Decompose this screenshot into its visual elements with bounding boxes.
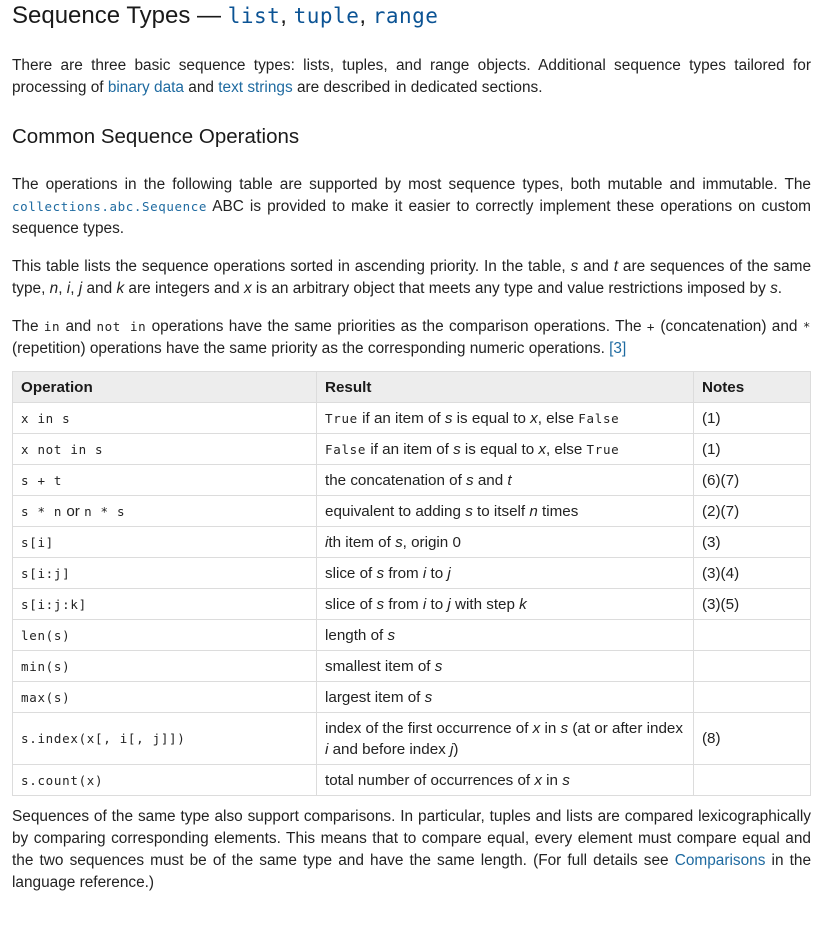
result-cell: slice of s from i to j <box>317 558 694 589</box>
operation-cell: x not in s <box>13 434 317 465</box>
result-cell: slice of s from i to j with step k <box>317 589 694 620</box>
table-body <box>13 403 811 796</box>
table-row <box>13 496 811 527</box>
table-row <box>13 765 811 796</box>
notes-cell: (2)(7) <box>694 496 811 527</box>
table-row <box>13 434 811 465</box>
result-cell: length of s <box>317 620 694 651</box>
operation-cell: min(s) <box>13 651 317 682</box>
operation-cell: s.index(x[, i[, j]]) <box>13 713 317 765</box>
notes-cell: (6)(7) <box>694 465 811 496</box>
table-row <box>13 620 811 651</box>
tuple-code[interactable]: tuple <box>293 4 360 28</box>
table-row <box>13 465 811 496</box>
operation-cell: s * n or n * s <box>13 496 317 527</box>
table-row <box>13 682 811 713</box>
result-column-header: Result <box>317 372 694 403</box>
table-row <box>13 589 811 620</box>
notes-cell <box>694 620 811 651</box>
result-cell: the concatenation of s and t <box>317 465 694 496</box>
notes-cell: (3) <box>694 527 811 558</box>
comparisons-link[interactable]: Comparisons <box>674 852 766 869</box>
result-cell: index of the first occurrence of x in s (at or after index i and before index j) <box>317 713 694 765</box>
result-cell: equivalent to adding s to itself n times <box>317 496 694 527</box>
page-title: Sequence Types — list, tuple, range <box>12 2 439 29</box>
operation-cell: s[i:j:k] <box>13 589 317 620</box>
result-cell: True if an item of s is equal to x, else False <box>317 403 694 434</box>
table-row <box>13 651 811 682</box>
table-row <box>13 403 811 434</box>
operation-cell: s[i] <box>13 527 317 558</box>
binary-data-link[interactable]: binary data <box>107 79 184 96</box>
result-cell: total number of occurrences of x in s <box>317 765 694 796</box>
notes-cell: (1) <box>694 434 811 465</box>
in-operations-paragraph: The in and not in operations have the same priorities as the comparison operations. The + (concatenation) and * (repetition) operations have the same priority as the corresponding numeric operations. [3] <box>12 318 811 357</box>
operation-cell: len(s) <box>13 620 317 651</box>
notes-cell <box>694 682 811 713</box>
section-heading: Common Sequence Operations <box>12 125 300 148</box>
list-code[interactable]: list <box>227 4 281 28</box>
comparisons-paragraph: Sequences of the same type also support comparisons. In particular, tuples and lists are compared lexicographically by comparing corresponding elements. This means that to compare equal, every element must compare equal and the two sequences must be of the same type and have the same length. (For full details see Comparisons in the language reference.) <box>12 808 812 891</box>
operation-column-header: Operation <box>13 372 317 403</box>
operation-cell: s + t <box>13 465 317 496</box>
notes-cell: (3)(5) <box>694 589 811 620</box>
sequence-operations-table <box>12 371 811 796</box>
operation-cell: s[i:j] <box>13 558 317 589</box>
table-row <box>13 713 811 765</box>
result-cell: smallest item of s <box>317 651 694 682</box>
notes-cell <box>694 651 811 682</box>
intro-paragraph: There are three basic sequence types: lists, tuples, and range objects. Additional sequence types tailored for processing of binary data and text strings are described in dedicated sections. <box>12 57 811 96</box>
result-cell: ith item of s, origin 0 <box>317 527 694 558</box>
operation-cell: s.count(x) <box>13 765 317 796</box>
table-row <box>13 527 811 558</box>
text-strings-link[interactable]: text strings <box>218 79 293 96</box>
notes-column-header: Notes <box>694 372 811 403</box>
operation-cell: max(s) <box>13 682 317 713</box>
table-header-row <box>13 372 811 403</box>
footnote-3-link[interactable]: [3] <box>609 340 627 357</box>
collections-abc-sequence-link[interactable]: collections.abc.Sequence <box>12 199 208 214</box>
notes-cell: (1) <box>694 403 811 434</box>
notes-cell: (3)(4) <box>694 558 811 589</box>
result-cell: False if an item of s is equal to x, else True <box>317 434 694 465</box>
result-cell: largest item of s <box>317 682 694 713</box>
operations-paragraph: The operations in the following table are supported by most sequence types, both mutable and immutable. The collections.abc.Sequence ABC is provided to make it easier to correctly implement these operations on custom sequence types. <box>12 176 811 237</box>
operation-cell: x in s <box>13 403 317 434</box>
priority-paragraph: This table lists the sequence operations sorted in ascending priority. In the table, s and t are sequences of the same type, n, i, j and k are integers and x is an arbitrary object that meets any type and value restrictions imposed by s. <box>12 258 812 297</box>
notes-cell: (8) <box>694 713 811 765</box>
range-code[interactable]: range <box>372 4 439 28</box>
notes-cell <box>694 765 811 796</box>
table-row <box>13 558 811 589</box>
